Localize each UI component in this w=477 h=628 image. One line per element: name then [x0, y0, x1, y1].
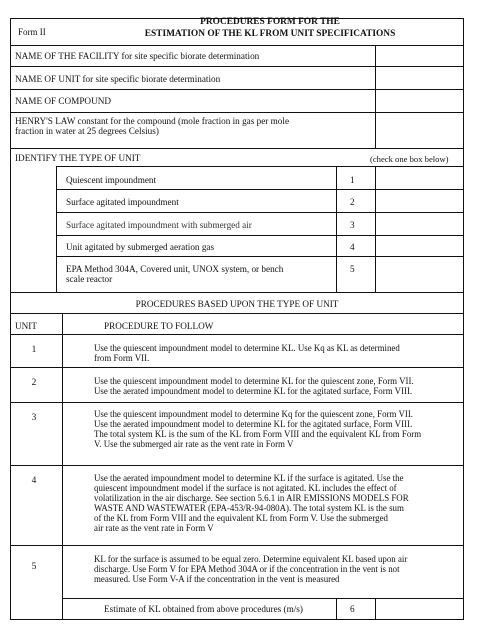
- rule: [10, 402, 464, 403]
- estimate-label: Estimate of KL obtained from above procedures (m/s): [104, 604, 303, 614]
- rule: [10, 148, 464, 149]
- proc-row4-line6: air rate as the vent rate in Form V: [94, 523, 214, 533]
- rule: [10, 313, 464, 314]
- rule: [10, 545, 464, 546]
- option-num-1: 1: [350, 175, 355, 185]
- rule: [10, 292, 464, 293]
- proc-row3-line4: V. Use the submerged air rate as the vent rate in Form V: [94, 439, 294, 449]
- proc-row4-line5: of the KL from Form VIII and the equivalent KL from Form V. Use the submerged: [94, 513, 388, 523]
- proc-row2-line2: Use the aerated impoundment model to determine KL for the agitated surface, Form VIII.: [94, 386, 413, 396]
- unit-field[interactable]: [376, 67, 463, 89]
- option-quiescent: Quiescent impoundment: [66, 175, 157, 185]
- proc-row1-line2: from Form VII.: [94, 353, 150, 363]
- col-procedure-header: PROCEDURE TO FOLLOW: [104, 321, 214, 331]
- rule: [10, 334, 464, 335]
- form-title-line2: ESTIMATION OF THE KL FROM UNIT SPECIFICATIONS: [144, 29, 396, 39]
- proc-row5-line3: measured. Use Form V-A if the concentration in the vent is measured: [94, 574, 340, 584]
- option-surface-agitated: Surface agitated impoundment: [66, 197, 179, 207]
- col-unit-header: UNIT: [15, 321, 37, 331]
- option-num-2: 2: [350, 197, 355, 207]
- henry-label-line2: fraction in water at 25 degrees Celsius): [15, 126, 159, 136]
- proc-unit-1: 1: [31, 345, 37, 355]
- facility-field[interactable]: [376, 46, 463, 66]
- facility-label: NAME OF THE FACILITY for site specific biorate determination: [15, 51, 260, 61]
- option-num-4: 4: [350, 242, 355, 252]
- check-box-4[interactable]: [376, 236, 463, 256]
- option-num-5: 5: [350, 264, 355, 274]
- identify-label: IDENTIFY THE TYPE OF UNIT: [15, 153, 141, 163]
- compound-label: NAME OF COMPOUND: [15, 96, 111, 106]
- options-left-border: [56, 166, 57, 292]
- option-epa-line1: EPA Method 304A, Covered unit, UNOX system, or bench: [66, 264, 284, 274]
- unit-label: NAME OF UNIT for site specific biorate determination: [15, 74, 221, 84]
- compound-field[interactable]: [376, 90, 463, 112]
- check-box-5[interactable]: [376, 257, 463, 292]
- proc-row5-line1: KL for the surface is assumed to be equal zero. Determine equivalent KL based upon air: [94, 554, 408, 564]
- estimate-field[interactable]: [376, 599, 463, 619]
- proc-unit-5: 5: [31, 562, 37, 572]
- proc-unit-4: 4: [31, 476, 37, 486]
- option-submerged-aeration: Unit agitated by submerged aeration gas: [66, 242, 215, 252]
- proc-row2-line1: Use the quiescent impoundment model to determine KL for the quiescent zone, Form VII.: [94, 376, 414, 386]
- procedures-section-title: PROCEDURES BASED UPON THE TYPE OF UNIT: [135, 299, 339, 309]
- henry-field[interactable]: [376, 113, 463, 148]
- check-box-1[interactable]: [376, 167, 463, 189]
- check-box-2[interactable]: [376, 190, 463, 212]
- proc-row3-line2: Use the aerated impoundment model to determine KL for the agitated surface, Form VIII.: [94, 419, 413, 429]
- proc-unit-2: 2: [31, 378, 37, 388]
- option-num-3: 3: [350, 220, 355, 230]
- henry-label-line1: HENRY'S LAW constant for the compound (mole fraction in gas per mole: [15, 116, 290, 126]
- estimate-num-divider: [336, 598, 337, 620]
- proc-row3-line1: Use the quiescent impoundment model to determine Kq for the quiescent zone, Form VII.: [94, 409, 414, 419]
- proc-row4-line2: quiescent impoundment model if the surface is not agitated. KL includes the effect of: [94, 483, 397, 493]
- form-number: Form II: [18, 27, 46, 37]
- proc-row1-line1: Use the quiescent impoundment model to determine KL. Use Kq as KL as determined: [94, 343, 400, 353]
- options-num-divider: [336, 166, 337, 292]
- proc-row3-line3: The total system KL is the sum of the KL from Form VIII and the equivalent KL from Form: [94, 429, 422, 439]
- form-title-line1: PROCEDURES FORM FOR THE: [200, 17, 340, 27]
- proc-row4-line4: WASTE AND WASTEWATER (EPA-453/R-94-080A). The total system KL is the sum: [94, 503, 404, 513]
- estimate-num: 6: [350, 604, 355, 614]
- check-box-3[interactable]: [376, 213, 463, 235]
- proc-row4-line1: Use the aerated impoundment model to determine KL if the surface is agitated. Use the: [94, 473, 404, 483]
- option-epa-line2: scale reactor: [66, 274, 113, 284]
- option-surface-submerged: Surface agitated impoundment with submerged air: [66, 220, 252, 230]
- rule: [10, 465, 464, 466]
- rule: [10, 367, 464, 368]
- proc-row5-line2: discharge. Use Form V for EPA Method 304A or if the concentration in the vent is not: [94, 564, 400, 574]
- unit-column-divider: [62, 313, 63, 620]
- proc-unit-3: 3: [31, 413, 37, 423]
- proc-row4-line3: volatilization in the air discharge. See section 5.6.1 in AIR EMISSIONS MODELS FOR: [94, 493, 409, 503]
- identify-instruction: (check one box below): [370, 154, 449, 164]
